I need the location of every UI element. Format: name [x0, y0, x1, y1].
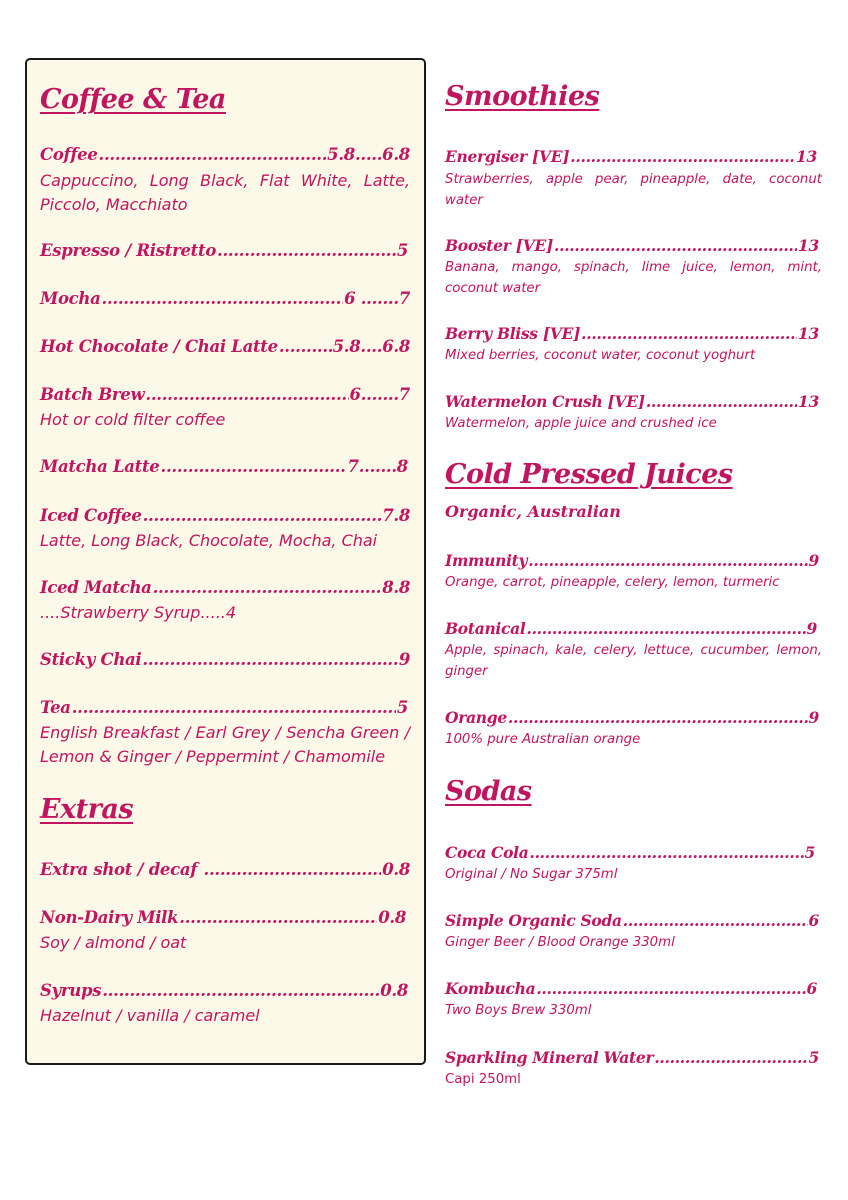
menu-item-extra-shot — [40, 860, 410, 879]
item-description: Capi 250ml — [445, 1072, 521, 1087]
item-name: Syrups — [40, 981, 102, 1000]
menu-item-mocha — [40, 289, 410, 308]
menu-item-watermelon-crush — [445, 392, 819, 411]
item-price: 6 — [806, 979, 817, 998]
menu-item-batch-brew — [40, 385, 410, 404]
item-name: Orange — [445, 708, 507, 727]
item-name: Hot Chocolate / Chai Latte — [40, 337, 278, 356]
item-name: Coffee — [40, 145, 98, 164]
menu-item-espresso — [40, 241, 408, 260]
menu-item-berry-bliss — [445, 324, 819, 343]
item-price: 5 — [396, 241, 408, 260]
item-price: 13 — [796, 147, 817, 166]
menu-item-tea — [40, 698, 408, 717]
item-price: 9 — [808, 708, 819, 727]
extras-heading: Extras — [40, 794, 134, 825]
item-name: Berry Bliss [VE] — [445, 324, 581, 343]
item-name: Botanical — [445, 619, 526, 638]
item-description: Cappuccino, Long Black, Flat White, Latte, Piccolo, Macchiato — [40, 171, 410, 214]
coffee-tea-heading: Coffee & Tea — [40, 84, 226, 115]
item-description: Watermelon, apple juice and crushed ice — [445, 416, 717, 431]
menu-item-kombucha — [445, 979, 817, 998]
sodas-heading: Sodas — [445, 776, 532, 807]
item-price: 5.8.....6.8 — [327, 145, 410, 164]
item-price: 6 — [808, 911, 819, 930]
item-price: 5 — [804, 843, 815, 862]
item-price: 0.8 — [380, 981, 408, 1000]
item-name: Energiser [VE] — [445, 147, 570, 166]
menu-item-coffee — [40, 145, 410, 164]
item-price: 7.8 — [382, 506, 410, 525]
menu-item-booster — [445, 236, 819, 255]
item-description: Orange, carrot, pineapple, celery, lemon, turmeric — [445, 575, 780, 590]
item-name: Simple Organic Soda — [445, 911, 622, 930]
item-price: 13 — [798, 236, 819, 255]
item-price: 9 — [398, 650, 410, 669]
item-description: Ginger Beer / Blood Orange 330ml — [445, 935, 675, 950]
item-price: 5 — [396, 698, 408, 717]
item-price: 8.8 — [382, 578, 410, 597]
menu-item-sticky-chai — [40, 650, 410, 669]
item-name: Extra shot / decaf — [40, 860, 203, 879]
menu-item-immunity — [445, 551, 819, 570]
item-price: 9 — [808, 551, 819, 570]
item-name: Mocha — [40, 289, 101, 308]
item-addon: ....Strawberry Syrup.....4 — [40, 603, 237, 622]
item-name: Booster [VE] — [445, 236, 553, 255]
item-name: Sparkling Mineral Water — [445, 1048, 654, 1067]
item-name: Coca Cola — [445, 843, 529, 862]
menu-item-syrups — [40, 981, 408, 1000]
menu-item-simple-organic-soda — [445, 911, 819, 930]
item-price: 6 .......7 — [344, 289, 410, 308]
item-description: Latte, Long Black, Chocolate, Mocha, Chai — [40, 531, 378, 550]
item-name: Sticky Chai — [40, 650, 142, 669]
item-description: Original / No Sugar 375ml — [445, 867, 618, 882]
item-description: 100% pure Australian orange — [445, 732, 641, 747]
item-price: 0.8 — [382, 860, 410, 879]
menu-item-coca-cola — [445, 843, 815, 862]
item-description: Hot or cold filter coffee — [40, 410, 226, 429]
item-name: Batch Brew — [40, 385, 145, 404]
item-description: Two Boys Brew 330ml — [445, 1003, 592, 1018]
item-description: Mixed berries, coconut water, coconut yoghurt — [445, 348, 756, 363]
menu-item-non-dairy-milk — [40, 908, 406, 927]
menu-item-energiser — [445, 147, 817, 166]
item-price: 6.......7 — [349, 385, 410, 404]
menu-item-iced-matcha — [40, 578, 410, 597]
item-name: Tea — [40, 698, 71, 717]
item-name: Espresso / Ristretto — [40, 241, 217, 260]
item-price: 13 — [798, 392, 819, 411]
item-name: Iced Matcha — [40, 578, 152, 597]
item-name: Matcha Latte — [40, 457, 160, 476]
item-name: Watermelon Crush [VE] — [445, 392, 645, 411]
item-name: Non-Dairy Milk — [40, 908, 179, 927]
item-description: Hazelnut / vanilla / caramel — [40, 1006, 260, 1025]
cold-pressed-juices-heading: Cold Pressed Juices — [445, 459, 733, 490]
item-name: Kombucha — [445, 979, 536, 998]
item-price: 5 — [808, 1048, 819, 1067]
menu-item-matcha-latte — [40, 457, 408, 476]
item-price: 0.8 — [378, 908, 406, 927]
item-description: Banana, mango, spinach, lime juice, lemon, mint, coconut water — [445, 260, 822, 296]
item-price: 7.......8 — [347, 457, 408, 476]
item-description: Strawberries, apple pear, pineapple, date, coconut water — [445, 172, 822, 208]
item-name: Iced Coffee — [40, 506, 142, 525]
item-price: 9 — [806, 619, 817, 638]
menu-item-hot-chocolate — [40, 337, 410, 356]
menu-item-botanical — [445, 619, 817, 638]
menu-item-orange — [445, 708, 819, 727]
juices-subheading: Organic, Australian — [445, 502, 621, 521]
item-description: English Breakfast / Earl Grey / Sencha Green / Lemon & Ginger / Peppermint / Chamomile — [40, 723, 410, 766]
item-name: Immunity — [445, 551, 528, 570]
item-description: Soy / almond / oat — [40, 933, 187, 952]
item-price: 13 — [798, 324, 819, 343]
item-price: 5.8....6.8 — [332, 337, 410, 356]
smoothies-heading: Smoothies — [445, 81, 600, 112]
item-description: Apple, spinach, kale, celery, lettuce, cucumber, lemon, ginger — [445, 643, 822, 679]
menu-item-iced-coffee — [40, 506, 410, 525]
menu-item-sparkling-mineral-water — [445, 1048, 819, 1067]
